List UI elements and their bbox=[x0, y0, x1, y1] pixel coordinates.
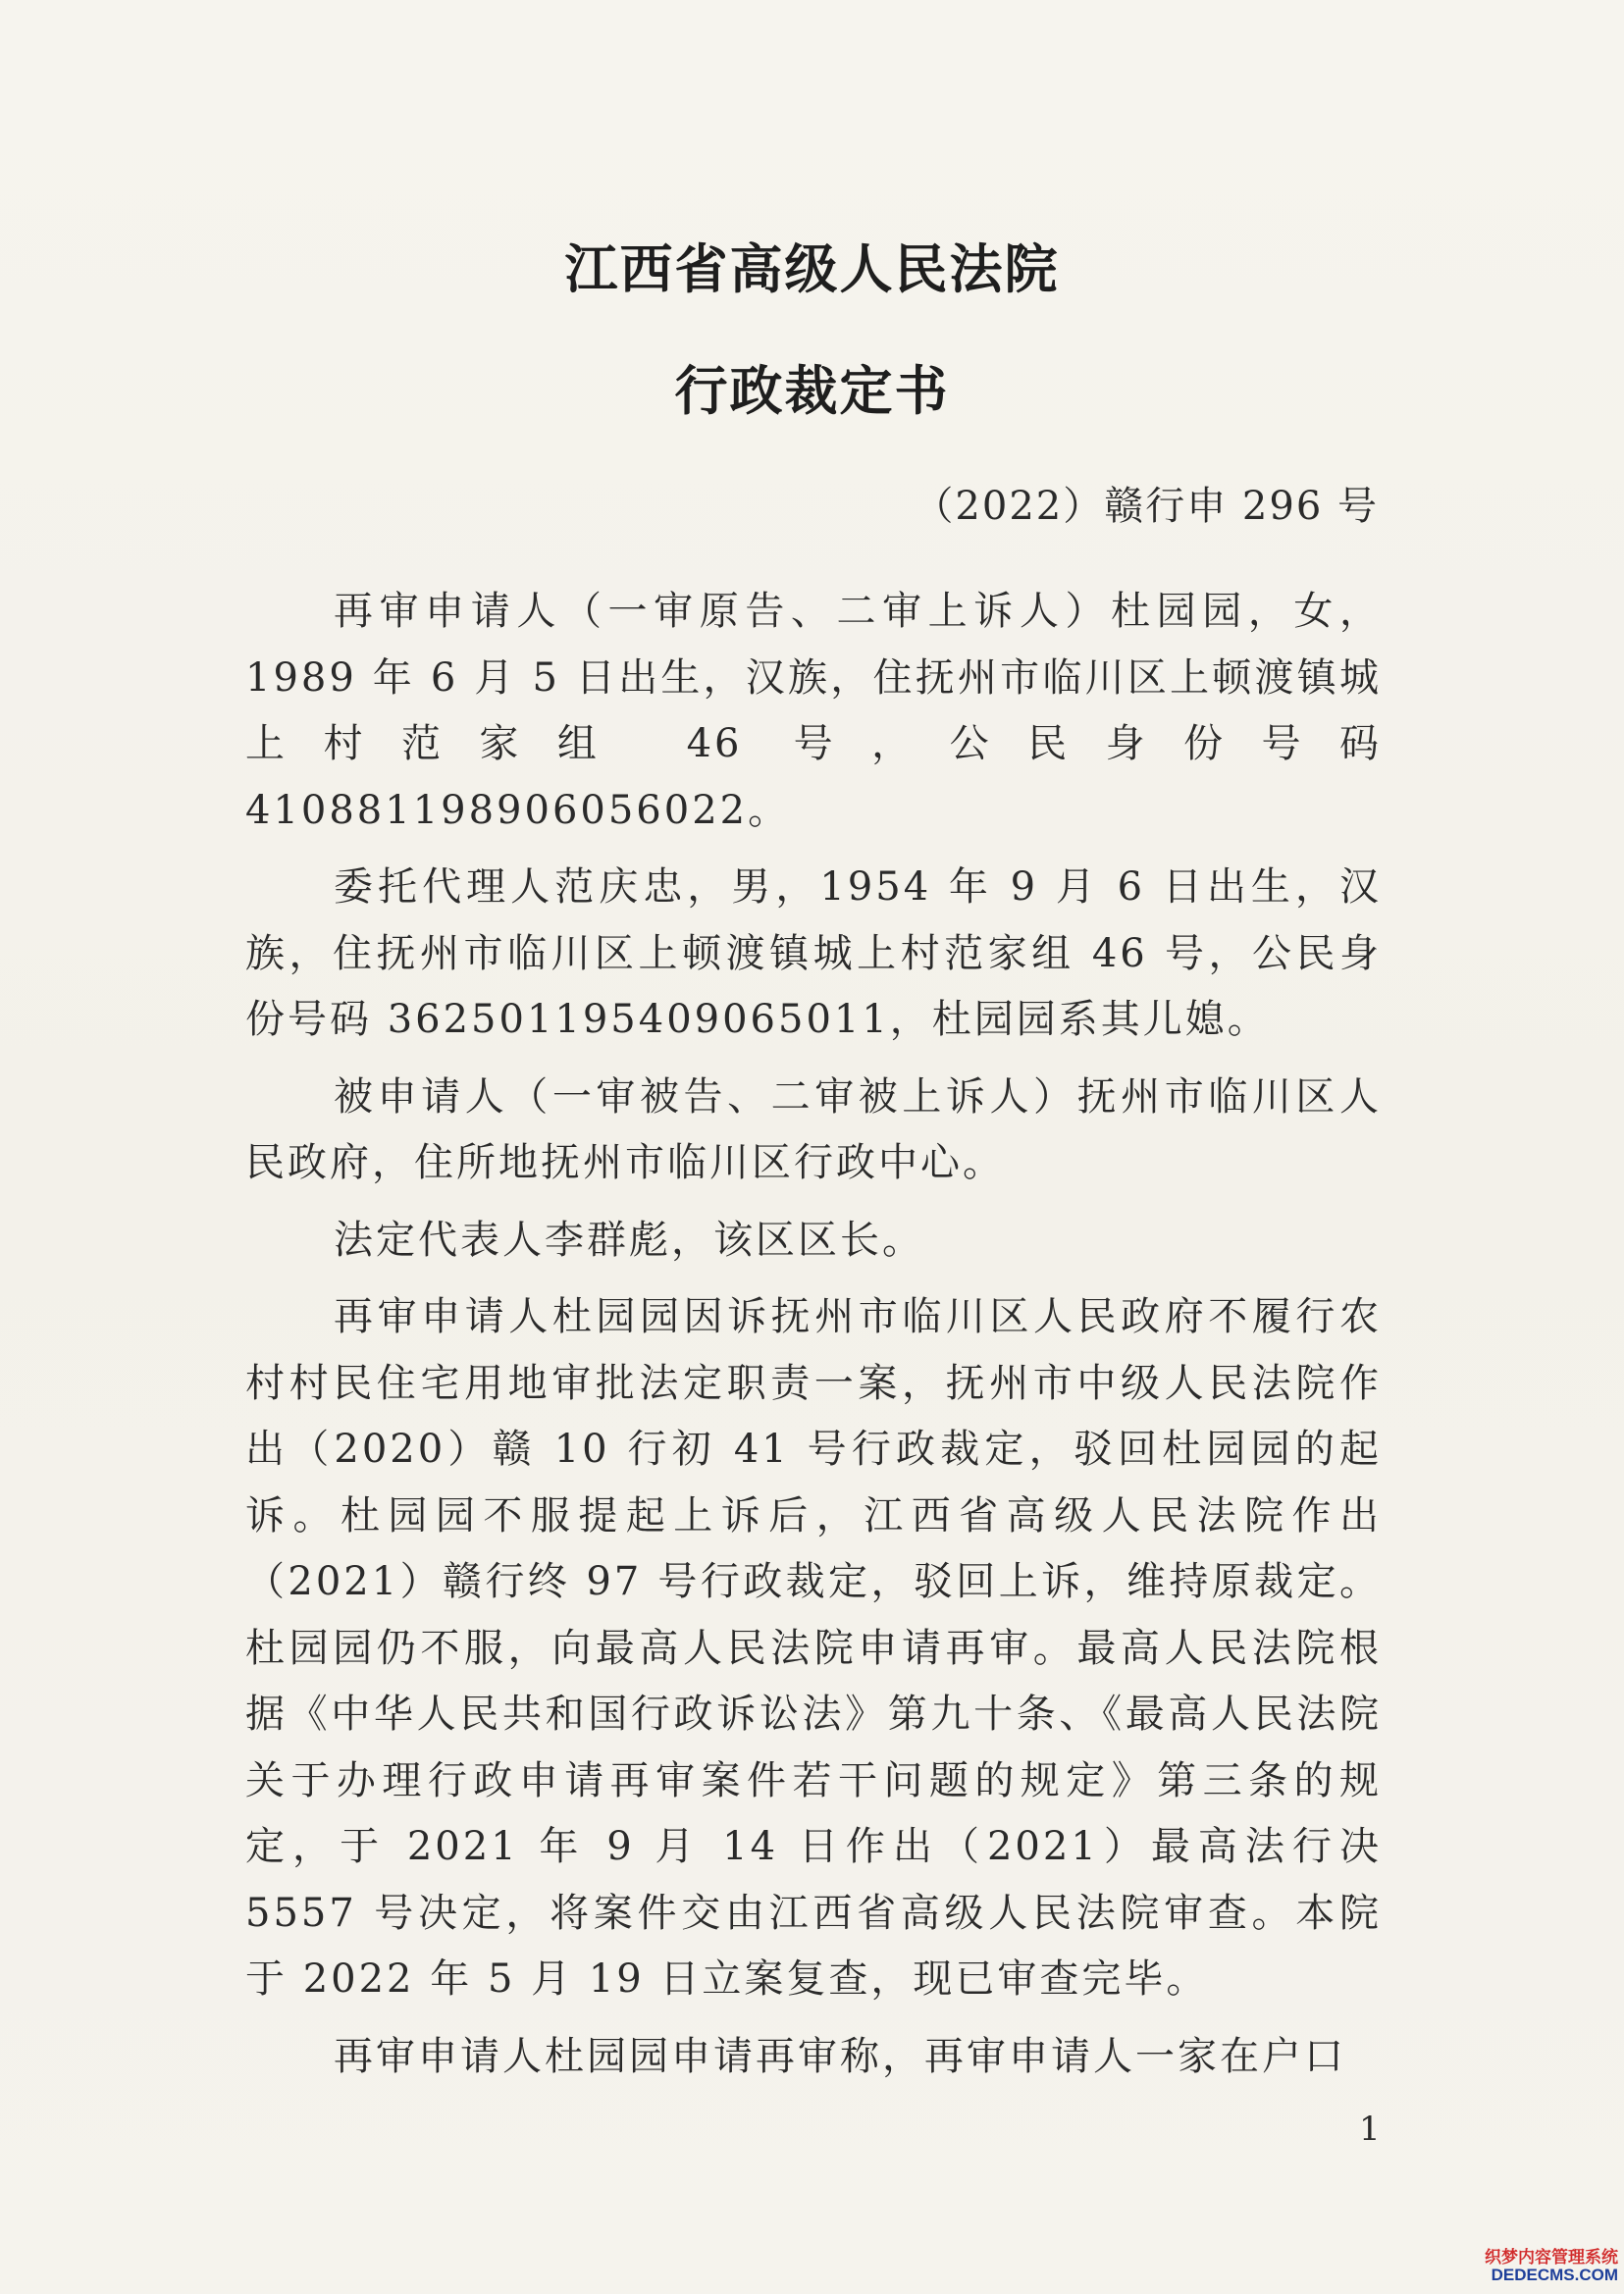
watermark-line-1: 织梦内容管理系统 bbox=[1485, 2248, 1618, 2268]
case-number: （2022）赣行申 296 号 bbox=[914, 484, 1379, 529]
paragraph-legal-representative: 法定代表人李群彪，该区区长。 bbox=[334, 1217, 924, 1263]
watermark-line-2: DEDECMS.COM bbox=[1491, 2266, 1618, 2285]
paragraph-respondent: 被申请人（一审被告、二审被上诉人）抚州市临川区人民政府，住所地抚州市临川区行政中心。 bbox=[245, 1073, 1382, 1185]
document-body bbox=[245, 579, 1382, 2101]
paragraph-agent: 委托代理人范庆忠，男，1954 年 9 月 6 日出生，汉族，住抚州市临川区上顿渡镇城上村范家组 46 号，公民身份号码 362501195409065011，杜园园系其儿媳。 bbox=[245, 864, 1382, 1042]
paragraph-application: 再审申请人杜园园申请再审称，再审申请人一家在户口 bbox=[334, 2033, 1346, 2079]
paragraph-case-history: 再审申请人杜园园因诉抚州市临川区人民政府不履行农村村民住宅用地审批法定职责一案，抚州市中级人民法院作出（2020）赣 10 行初 41 号行政裁定，驳回杜园园的起诉。杜园园不服提起上诉后，江西省高级人民法院作出（2021）赣行终 97 号行政裁定，驳回上诉，维持原裁定。杜园园仍不服，向最高人民法院申请再审。最高人民法院根据《中华人民共和国行政诉讼法》第九十条、《最高人民法院关于办理行政申请再审案件若干问题的规定》第三条的规定，于 2021 年 9 月 14 日作出（2021）最高法行决 5557 号决定，将案件交由江西省高级人民法院审查。本院于 2022 年 5 月 19 日立案复查，现已审查完毕。 bbox=[245, 1294, 1382, 2002]
court-name-title: 江西省高级人民法院 bbox=[564, 237, 1060, 300]
watermark-logo bbox=[1485, 2249, 1618, 2284]
document-type-title: 行政裁定书 bbox=[674, 359, 950, 422]
page-number: 1 bbox=[1359, 2110, 1381, 2149]
paragraph-applicant: 再审申请人（一审原告、二审上诉人）杜园园，女，1989 年 6 月 5 日出生，汉族，住抚州市临川区上顿渡镇城上村范家组 46 号，公民身份号码 410881198906056022。 bbox=[245, 589, 1382, 833]
